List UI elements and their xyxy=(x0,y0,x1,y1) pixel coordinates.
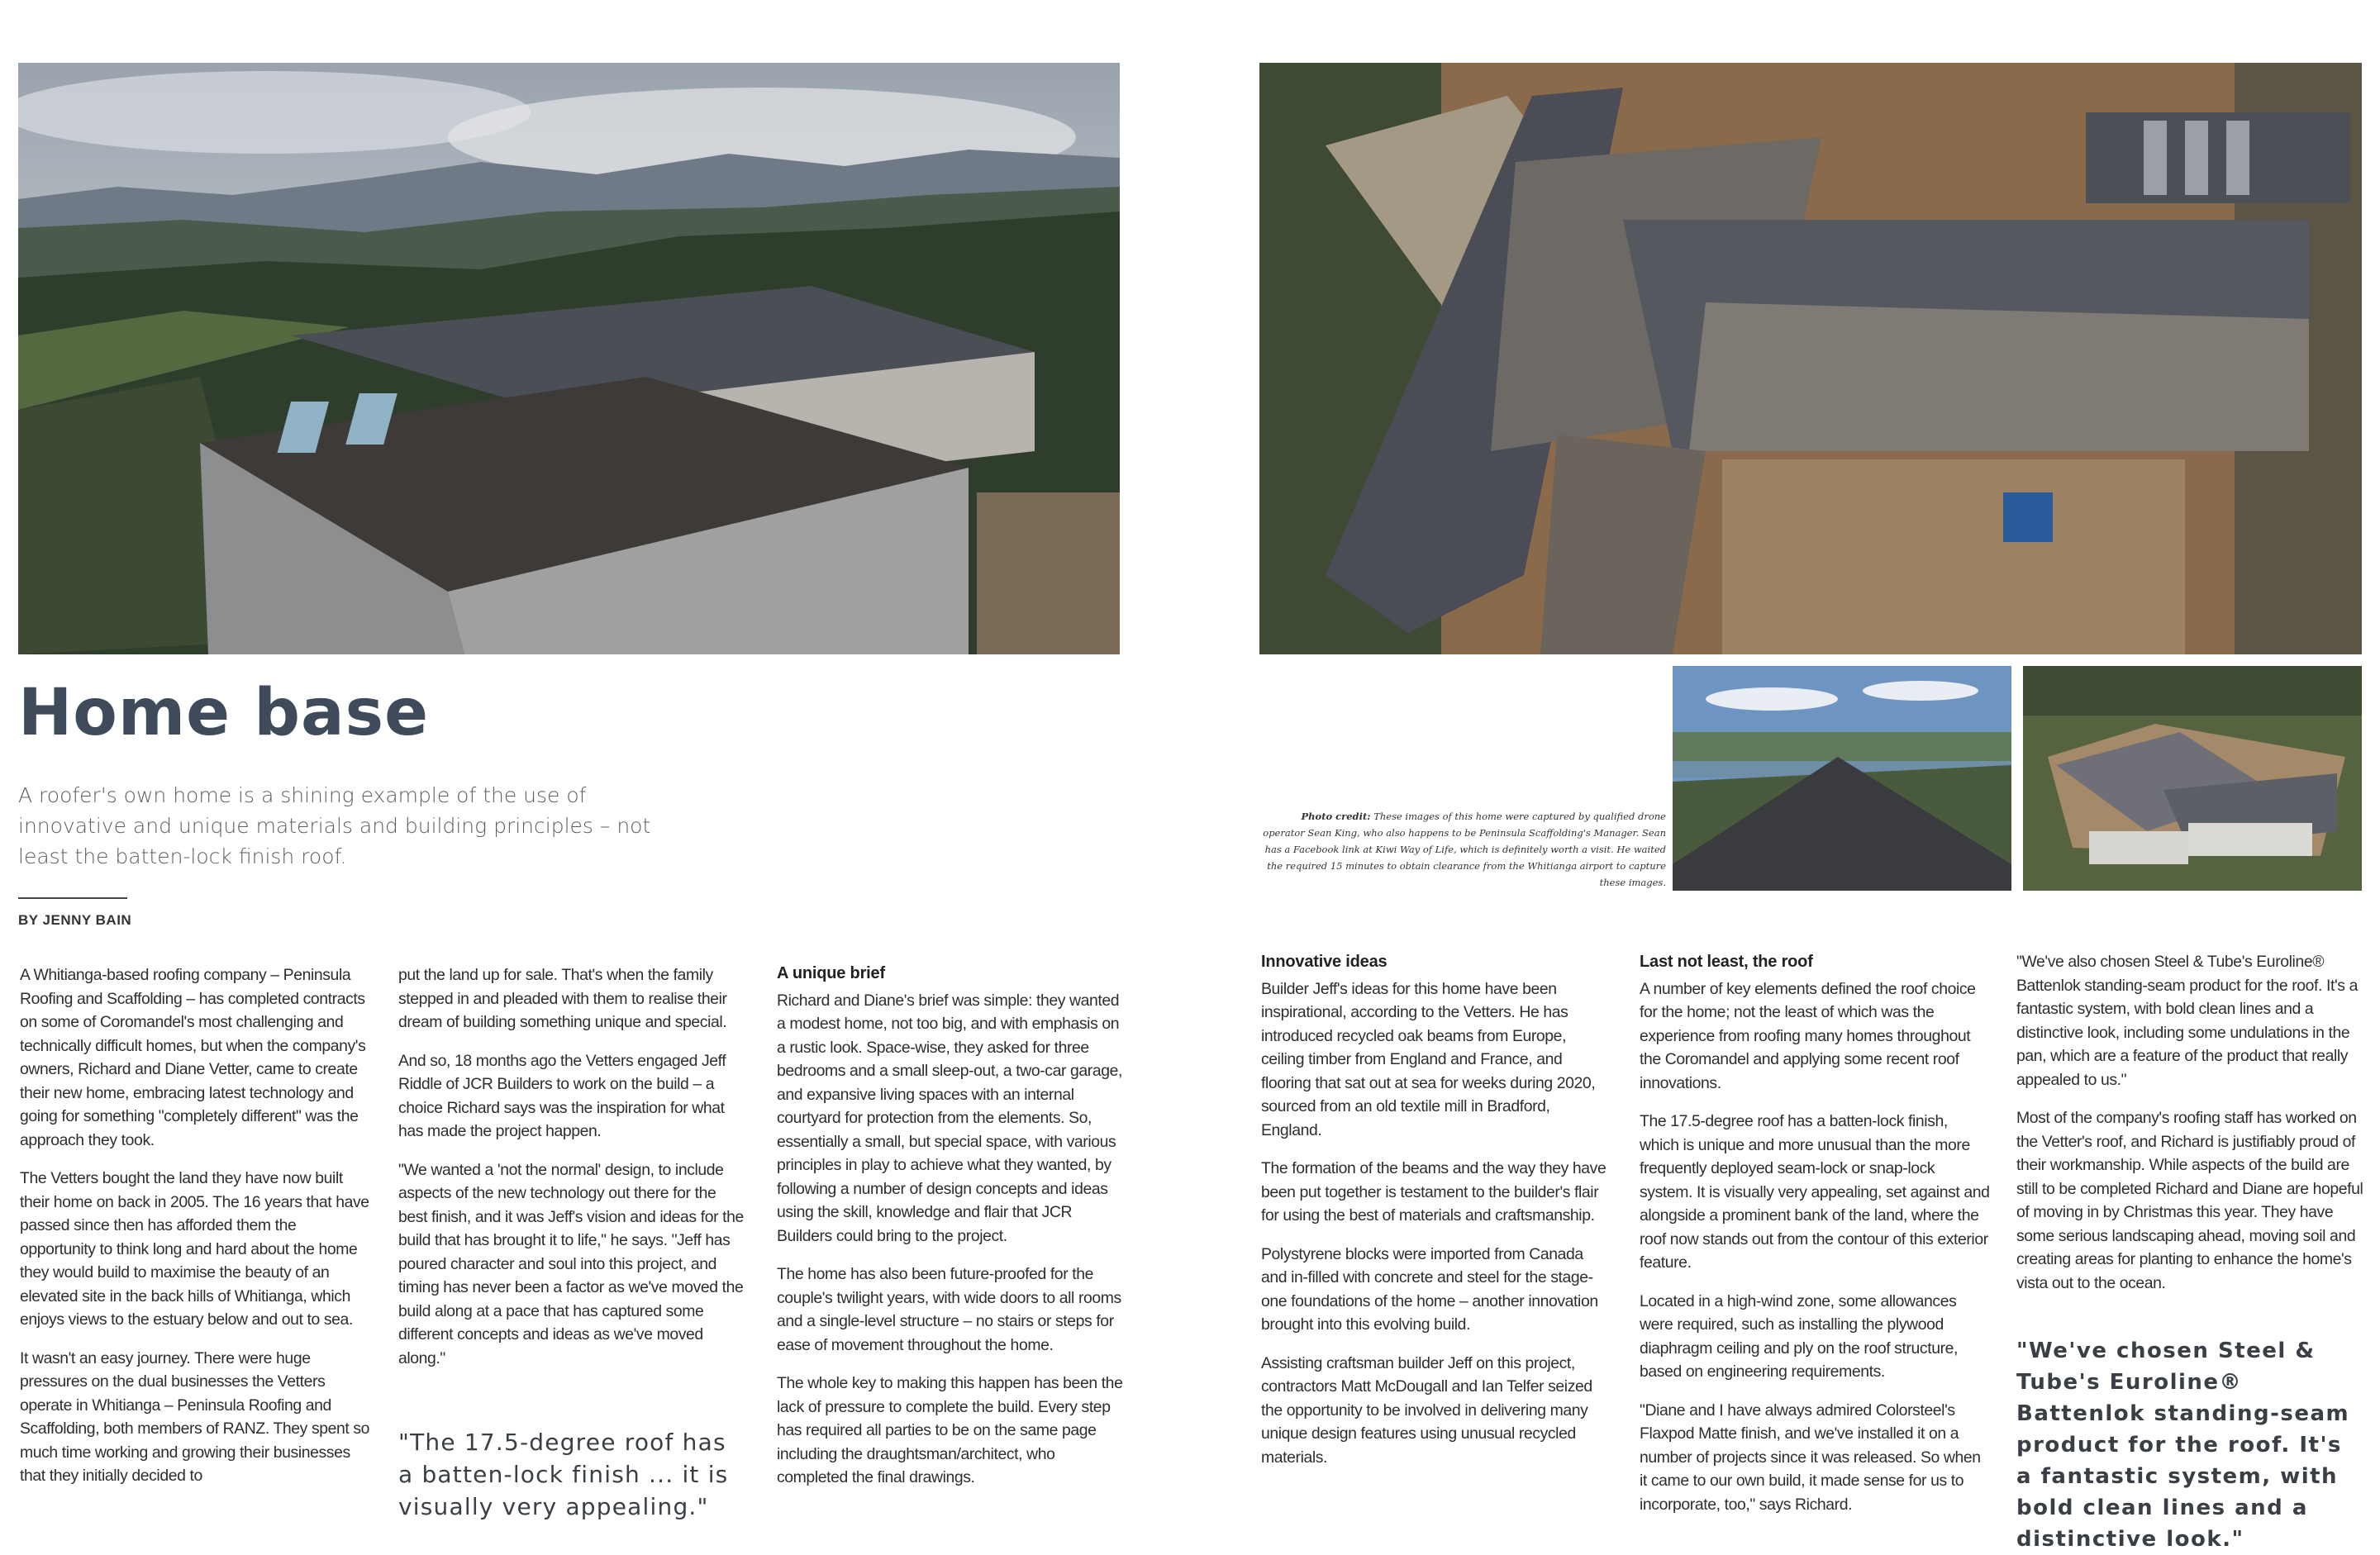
paragraph: The Vetters bought the land they have now built their home on back in 2005. The 16 years that have passed since then has afforded them the opportunity to think long and hard about the home they would build to maximise the beauty of an elevated site in the back hills of Whitianga, which enjoys views to the estuary below and out to sea. xyxy=(20,1169,369,1329)
paragraph: "Diane and I have always admired Colorsteel's Flaxpod Matte finish, and we've installed it on a number of projects since it was released. So when it came to our own build, it made sense for us to incorporate, too," says Richard. xyxy=(1640,1400,1981,1514)
article-byline: BY JENNY BAIN xyxy=(18,912,132,928)
paragraph: A number of key elements defined the roof choice for the home; not the least of which was the experience from roofing many homes throughout the Coromandel and applying some recent roof innovations. xyxy=(1640,979,1976,1092)
paragraph: "We wanted a 'not the normal' design, to include aspects of the new technology out there for the best finish, and it was Jeff's vision and ideas for the build that has brought it to life," he says. "Jeff has poured character and soul into this project, and timing has never been a factor as we've moved the build along at a pace that has captured some different concepts and ideas as we've moved along." xyxy=(398,1160,744,1367)
small-photo-aerial-house xyxy=(2023,666,2362,891)
drone-photo-aerial xyxy=(1259,63,2362,654)
byline-rule xyxy=(18,897,127,899)
pull-quote-left: "The 17.5-degree roof has a batten-lock finish ... it is visually very appealing." xyxy=(398,1429,729,1520)
paragraph: "We've also chosen Steel & Tube's Euroline® Battenlok standing-seam product for the roof. It's a fantastic system, with bold clean lines and a distinctive look, including some undulations in the pan, which are a feature of the product that really appealed to us." xyxy=(2016,953,2358,1089)
pull-quote-right: "We've chosen Steel & Tube's Euroline® Battenlok standing-seam product for the roof. It's a fantastic system, with bold clean lines and a distinctive look." xyxy=(2016,1339,2350,1552)
photo-credit xyxy=(1263,808,1666,891)
column-2 xyxy=(398,963,749,1385)
article-standfirst: A roofer's own home is a shining example of the use of innovative and unique materials and building principles – not least the batten-lock finish roof. xyxy=(18,783,651,868)
paragraph: And so, 18 months ago the Vetters engaged Jeff Riddle of JCR Builders to work on the build – a choice Richard says was the inspiration for what has made the project happen. xyxy=(398,1051,726,1140)
column-3 xyxy=(777,962,1127,1505)
paragraph: A Whitianga-based roofing company – Peninsula Roofing and Scaffolding – has completed contracts on some of Coromandel's most challenging and technically difficult homes, but when the company's owners, Richard and Diane Vetter, came to create their new home, embracing latest technology and going for something "completely different" was the approach they took. xyxy=(20,966,366,1149)
article-title: Home base xyxy=(18,676,429,750)
column-4 xyxy=(1261,950,1611,1484)
paragraph: The formation of the beams and the way they have been put together is testament to the builder's flair for using the best of materials and craftsmanship. xyxy=(1261,1159,1606,1225)
paragraph: Assisting craftsman builder Jeff on this project, contractors Matt McDougall and Ian Telfer seized the opportunity to be involved in delivering many unique design features using unusual recycled materials. xyxy=(1261,1353,1592,1467)
paragraph: The 17.5-degree roof has a batten-lock finish, which is unique and more unusual than the more frequently deployed seam-lock or snap-lock system. It is visually very appealing, set against and alongside a prominent bank of the land, where the roof now stands out from the contour of this exterior feature. xyxy=(1640,1112,1990,1272)
photo-credit-label: Photo credit: xyxy=(1301,811,1371,822)
section-heading: Last not least, the roof xyxy=(1640,953,1813,971)
paragraph: Builder Jeff's ideas for this home have been inspirational, according to the Vetters. He has introduced recycled oak beams from Europe, ceiling timber from England and France, and flooring that sat out at sea for weeks during 2020, sourced from an old textile mill in Bradford, England. xyxy=(1261,979,1596,1139)
paragraph: put the land up for sale. That's when the family stepped in and pleaded with them to realise their dream of building something unique and special. xyxy=(398,966,727,1031)
paragraph: Located in a high-wind zone, some allowances were required, such as installing the plywood diaphragm ceiling and ply on the roof structure, based on engineering requirements. xyxy=(1640,1291,1959,1381)
section-heading: Innovative ideas xyxy=(1261,953,1388,971)
paragraph: Richard and Diane's brief was simple: they wanted a modest home, not too big, and with emphasis on a rustic look. Space-wise, they asked for three bedrooms and a small sleep-out, a two-car garage, and expansive living spaces with an internal courtyard for protection from the elements. So, essentially a small, but special space, with various principles in play to achieve what they wanted, by following a number of design concepts and ideas using the skill, knowledge and flair that JCR Builders could bring to the project. xyxy=(777,991,1122,1245)
paragraph: Most of the company's roofing staff has worked on the Vetter's roof, and Richard is justifiably proud of their workmanship. While aspects of the build are still to be completed Richard and Diane are hopeful of moving in by Christmas this year. They have some serious landscaping ahead, moving soil and creating areas for planting to enhance the home's vista out to the ocean. xyxy=(2016,1109,2363,1292)
paragraph: It wasn't an easy journey. There were huge pressures on the dual businesses the Vetters operate in Whitianga – Peninsula Roofing and Scaffolding, both members of RANZ. They spent so much time working and growing their businesses that they initially decided to xyxy=(20,1348,370,1485)
column-6 xyxy=(2016,950,2367,1310)
hero-photo-landscape xyxy=(18,63,1120,654)
column-5 xyxy=(1640,950,1990,1531)
photo-credit-text: These images of this home were captured by qualified drone operator Sean King, who also happens to be Peninsula Scaffolding's Manager. Sean has a Facebook link at Kiwi Way of Life, which is definitely worth a visit. He waited the required 15 minutes to obtain clearance from the Whitianga airport to capture these images. xyxy=(1263,811,1666,888)
small-photo-roof-view xyxy=(1673,666,2011,891)
column-1 xyxy=(20,963,370,1503)
paragraph: The home has also been future-proofed for the couple's twilight years, with wide doors to all rooms and a single-level structure – no stairs or steps for ease of movement throughout the home. xyxy=(777,1265,1121,1354)
paragraph: Polystyrene blocks were imported from Canada and in-filled with concrete and steel for the stage-one foundations of the home – another innovation brought into this evolving build. xyxy=(1261,1244,1598,1334)
section-heading: A unique brief xyxy=(777,964,885,982)
paragraph: The whole key to making this happen has been the lack of pressure to complete the build. Every step has required all parties to be on the same page including the draughtsman/architect, who completed the final drawings. xyxy=(777,1374,1123,1486)
